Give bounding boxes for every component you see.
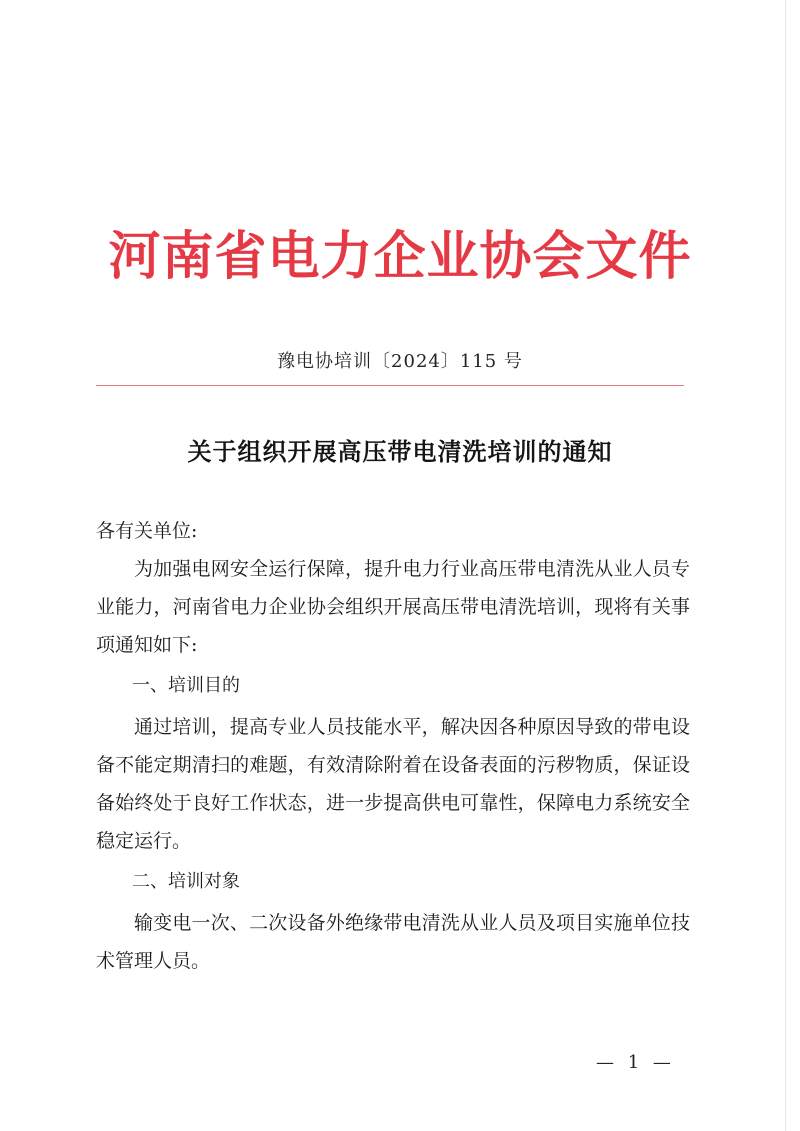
page-number: — 1 — — [596, 1052, 675, 1073]
red-divider-line — [96, 385, 684, 386]
document-number: 豫电协培训〔2024〕115 号 — [277, 351, 523, 372]
section-content-audience: 输变电一次、二次设备外绝缘带电清洗从业人员及项目实施单位技术管理人员。 — [96, 912, 690, 972]
notice-title: 关于组织开展高压带电清洗培训的通知 — [187, 437, 613, 466]
intro-paragraph: 为加强电网安全运行保障，提升电力行业高压带电清洗从业人员专业能力，河南省电力企业协会组织开展高压带电清洗培训，现将有关事项通知如下: — [96, 558, 690, 656]
page-edge-line — [785, 0, 786, 1131]
salutation: 各有关单位: — [96, 520, 198, 542]
notice-body — [96, 512, 690, 980]
section-heading-purpose: 一、培训目的 — [132, 675, 240, 696]
section-content-purpose: 通过培训，提高专业人员技能水平，解决因各种原因导致的带电设备不能定期清扫的难题，有效清除附着在设备表面的污秽物质，保证设备始终处于良好工作状态，进一步提高供电可靠性，保障电力系统安全稳定运行。 — [96, 716, 690, 852]
document-header-title: 河南省电力企业协会文件 — [108, 226, 692, 287]
section-heading-audience: 二、培训对象 — [132, 871, 240, 892]
